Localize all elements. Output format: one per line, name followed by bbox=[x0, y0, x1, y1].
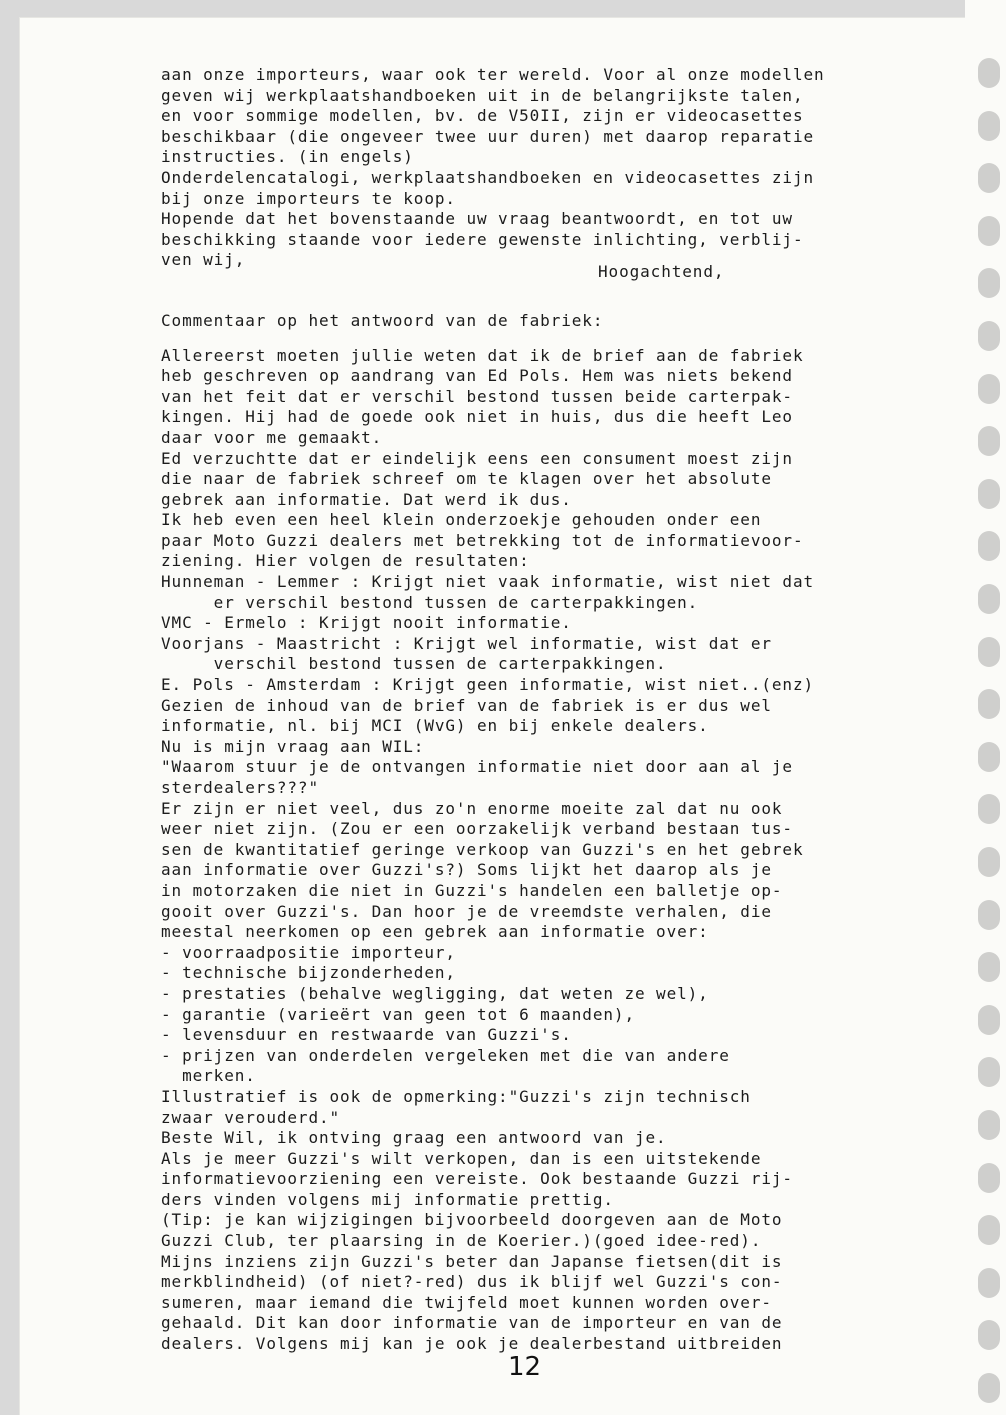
commentary-line: dealers. Volgens mij kan je ook je dealerbestand uitbreiden bbox=[161, 1334, 783, 1354]
letter-body bbox=[161, 65, 951, 271]
binding-hole bbox=[978, 321, 1000, 351]
commentary-line: sumeren, maar iemand die twijfeld moet kunnen worden over- bbox=[161, 1292, 772, 1312]
binding-hole bbox=[978, 216, 1000, 246]
commentary-line: informatievoorziening een vereiste. Ook bestaande Guzzi rij- bbox=[161, 1169, 793, 1189]
commentary-line: van het feit dat er verschil bestond tussen beide carterpak- bbox=[161, 386, 793, 406]
commentary-line: Mijns inziens zijn Guzzi's beter dan Japanse fietsen(dit is bbox=[161, 1251, 783, 1271]
commentary-line: - levensduur en restwaarde van Guzzi's. bbox=[161, 1025, 572, 1045]
commentary-line: ders vinden volgens mij informatie prettig. bbox=[161, 1189, 614, 1209]
commentary-line: paar Moto Guzzi dealers met betrekking tot de informatievoor- bbox=[161, 530, 804, 550]
commentary-line: gehaald. Dit kan door informatie van de importeur en van de bbox=[161, 1313, 783, 1333]
commentary-line: Beste Wil, ik ontving graag een antwoord van je. bbox=[161, 1128, 667, 1148]
letter-line: aan onze importeurs, waar ook ter wereld. Voor al onze modellen bbox=[161, 65, 825, 84]
binding-hole bbox=[978, 1057, 1000, 1087]
letter-line: geven wij werkplaatshandboeken uit in de belangrijkste talen, bbox=[161, 85, 804, 105]
commentary-line: Allereerst moeten jullie weten dat ik de brief aan de fabriek bbox=[161, 345, 804, 365]
page-number: 12 bbox=[508, 1352, 542, 1382]
commentary-line: VMC - Ermelo : Krijgt nooit informatie. bbox=[161, 613, 572, 633]
commentary-line: - voorraadpositie importeur, bbox=[161, 942, 456, 962]
binding-hole bbox=[978, 1110, 1000, 1140]
commentary-line: Hunneman - Lemmer : Krijgt niet vaak informatie, wist niet dat bbox=[161, 572, 815, 592]
commentary-line: merken. bbox=[161, 1066, 256, 1086]
commentary-line: Voorjans - Maastricht : Krijgt wel informatie, wist dat er bbox=[161, 633, 772, 653]
binding-hole bbox=[978, 1268, 1000, 1298]
letter-line: bij onze importeurs te koop. bbox=[161, 188, 456, 208]
commentary-line: merkblindheid) (of niet?-red) dus ik blijf wel Guzzi's con- bbox=[161, 1272, 783, 1292]
binding-hole bbox=[978, 426, 1000, 456]
commentary-line: - prestaties (behalve wegligging, dat weten ze wel), bbox=[161, 983, 709, 1003]
commentary-line: - garantie (varieërt van geen tot 6 maanden), bbox=[161, 1004, 635, 1024]
commentary-line: in motorzaken die niet in Guzzi's handelen een balletje op- bbox=[161, 880, 783, 900]
commentary-line: Ik heb even een heel klein onderzoekje gehouden onder een bbox=[161, 510, 762, 530]
binding-hole bbox=[978, 163, 1000, 193]
commentary-line: er verschil bestond tussen de carterpakkingen. bbox=[161, 592, 699, 612]
commentary-line: die naar de fabriek schreef om te klagen over het absolute bbox=[161, 469, 772, 489]
commentary-line: weer niet zijn. (Zou er een oorzakelijk verband bestaan tus- bbox=[161, 819, 793, 839]
letter-line: instructies. (in engels) bbox=[161, 147, 414, 167]
binding-hole bbox=[978, 637, 1000, 667]
binding-hole bbox=[978, 111, 1000, 141]
commentary-line: informatie, nl. bij MCI (WvG) en bij enkele dealers. bbox=[161, 716, 709, 736]
binding-hole bbox=[978, 58, 1000, 88]
commentary-line: meestal neerkomen op een gebrek aan informatie over: bbox=[161, 922, 709, 942]
commentary-line: kingen. Hij had de goede ook niet in huis, dus die heeft Leo bbox=[161, 407, 793, 427]
letter-text bbox=[161, 65, 951, 1355]
binding-hole bbox=[978, 531, 1000, 561]
commentary-line: zwaar verouderd." bbox=[161, 1107, 341, 1127]
closing-signature: Hoogachtend, bbox=[598, 262, 725, 281]
commentary-line: "Waarom stuur je de ontvangen informatie niet door aan al je bbox=[161, 757, 793, 777]
binding-hole bbox=[978, 847, 1000, 877]
letter-line: Onderdelencatalogi, werkplaatshandboeken en videocasettes zijn bbox=[161, 167, 815, 187]
commentary-line: Ed verzuchtte dat er eindelijk eens een consument moest zijn bbox=[161, 448, 793, 468]
commentary-line: verschil bestond tussen de carterpakkingen. bbox=[161, 654, 667, 674]
binding-hole bbox=[978, 900, 1000, 930]
commentary-line: Als je meer Guzzi's wilt verkopen, dan is een uitstekende bbox=[161, 1148, 762, 1168]
binding-hole bbox=[978, 794, 1000, 824]
commentary-line: sterdealers???" bbox=[161, 778, 319, 797]
commentary-line: - technische bijzonderheden, bbox=[161, 963, 456, 983]
letter-line: ven wij, bbox=[161, 250, 246, 270]
commentary-line: Er zijn er niet veel, dus zo'n enorme moeite zal dat nu ook bbox=[161, 798, 783, 818]
letter-line: beschikbaar (die ongeveer twee uur duren) met daarop reparatie bbox=[161, 126, 815, 146]
binding-hole bbox=[978, 1005, 1000, 1035]
commentary-line: sen de kwantitatief geringe verkoop van Guzzi's en het gebrek bbox=[161, 839, 804, 859]
binding-hole bbox=[978, 1163, 1000, 1193]
commentary-line: (Tip: je kan wijzigingen bijvoorbeeld doorgeven aan de Moto bbox=[161, 1210, 783, 1230]
binding-hole bbox=[978, 689, 1000, 719]
commentary-body bbox=[161, 346, 951, 1355]
commentary-line: daar voor me gemaakt. bbox=[161, 427, 383, 447]
commentary-line: aan informatie over Guzzi's?) Soms lijkt het daarop als je bbox=[161, 860, 772, 880]
commentary-line: Gezien de inhoud van de brief van de fabriek is er dus wel bbox=[161, 695, 772, 715]
commentary-line: gebrek aan informatie. Dat werd ik dus. bbox=[161, 489, 572, 509]
commentary-line: Nu is mijn vraag aan WIL: bbox=[161, 736, 425, 756]
binding-strip bbox=[965, 0, 1006, 1415]
binding-hole bbox=[978, 268, 1000, 298]
commentary-line: E. Pols - Amsterdam : Krijgt geen informatie, wist niet..(enz) bbox=[161, 675, 815, 695]
binding-hole bbox=[978, 374, 1000, 404]
commentary-line: ziening. Hier volgen de resultaten: bbox=[161, 551, 530, 571]
commentary-line: Illustratief is ook de opmerking:"Guzzi's zijn technisch bbox=[161, 1086, 751, 1106]
binding-hole bbox=[978, 742, 1000, 772]
letter-line: beschikking staande voor iedere gewenste inlichting, verblij- bbox=[161, 229, 804, 249]
binding-hole bbox=[978, 952, 1000, 982]
binding-hole bbox=[978, 1373, 1000, 1403]
letter-line: en voor sommige modellen, bv. de V50II, zijn er videocasettes bbox=[161, 106, 804, 126]
commentary-line: - prijzen van onderdelen vergeleken met die van andere bbox=[161, 1045, 730, 1065]
commentary-line: heb geschreven op aandrang van Ed Pols. Hem was niets bekend bbox=[161, 366, 793, 386]
binding-hole bbox=[978, 1320, 1000, 1350]
commentary-heading: Commentaar op het antwoord van de fabriek: bbox=[161, 310, 604, 330]
binding-hole bbox=[978, 479, 1000, 509]
binding-hole bbox=[978, 1215, 1000, 1245]
commentary-line: gooit over Guzzi's. Dan hoor je de vreemdste verhalen, die bbox=[161, 901, 772, 921]
letter-line: Hopende dat het bovenstaande uw vraag beantwoordt, en tot uw bbox=[161, 209, 793, 229]
commentary-line: Guzzi Club, ter plaarsing in de Koerier.)(goed idee-red). bbox=[161, 1231, 762, 1251]
binding-hole bbox=[978, 584, 1000, 614]
